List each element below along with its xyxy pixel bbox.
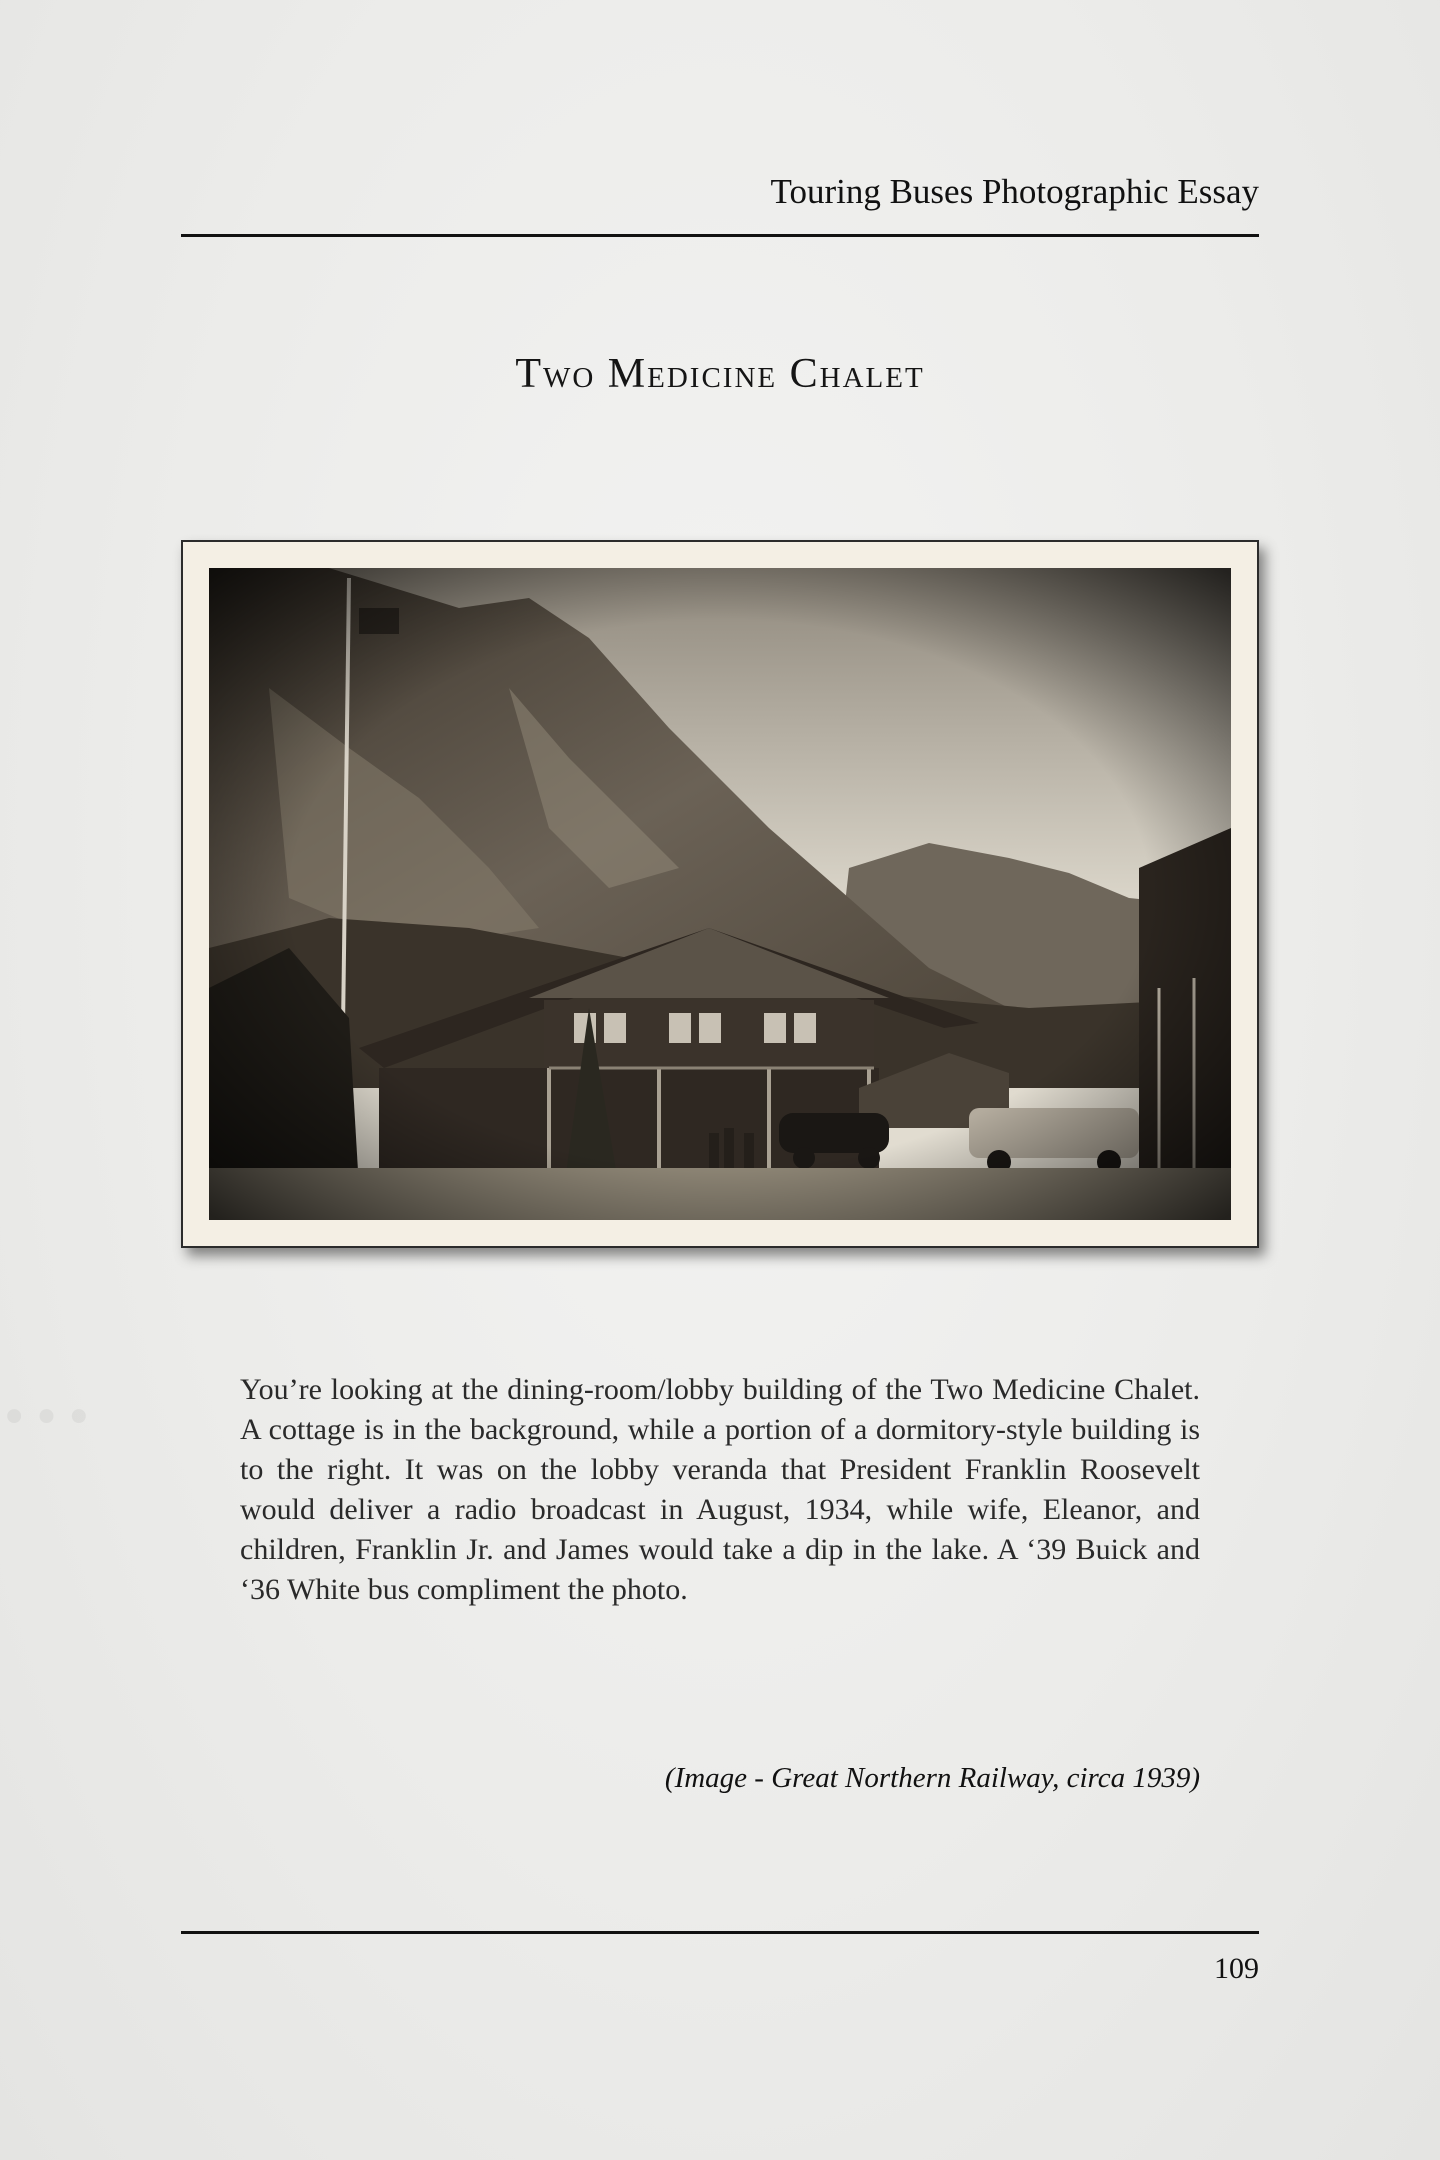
chalet-photo-illustration bbox=[209, 568, 1231, 1220]
background-handwriting-texture: ••• bbox=[0, 1390, 97, 1446]
photo-caption: You’re looking at the dining-room/lobby building of the Two Medicine Chalet. A cottage is in the background, while a portion of a dormitory-style building is to the right. It was on the lobby veranda that President Franklin Roosevelt would deliver a radio broadcast in August, 1934, while wife, Eleanor, and children, Franklin Jr. and James would take a dip in the lake. A ‘39 Buick and ‘36 White bus compliment the photo. bbox=[240, 1373, 1200, 1606]
running-header: Touring Buses Photographic Essay bbox=[770, 172, 1259, 211]
photo-frame bbox=[181, 540, 1259, 1248]
image-credit: (Image - Great Northern Railway, circa 1939) bbox=[664, 1762, 1200, 1794]
footer-rule bbox=[181, 1931, 1259, 1934]
header-rule bbox=[181, 234, 1259, 237]
historic-photo bbox=[209, 568, 1231, 1220]
section-title: Two Medicine Chalet bbox=[515, 351, 925, 397]
page-number: 109 bbox=[1214, 1952, 1259, 1985]
